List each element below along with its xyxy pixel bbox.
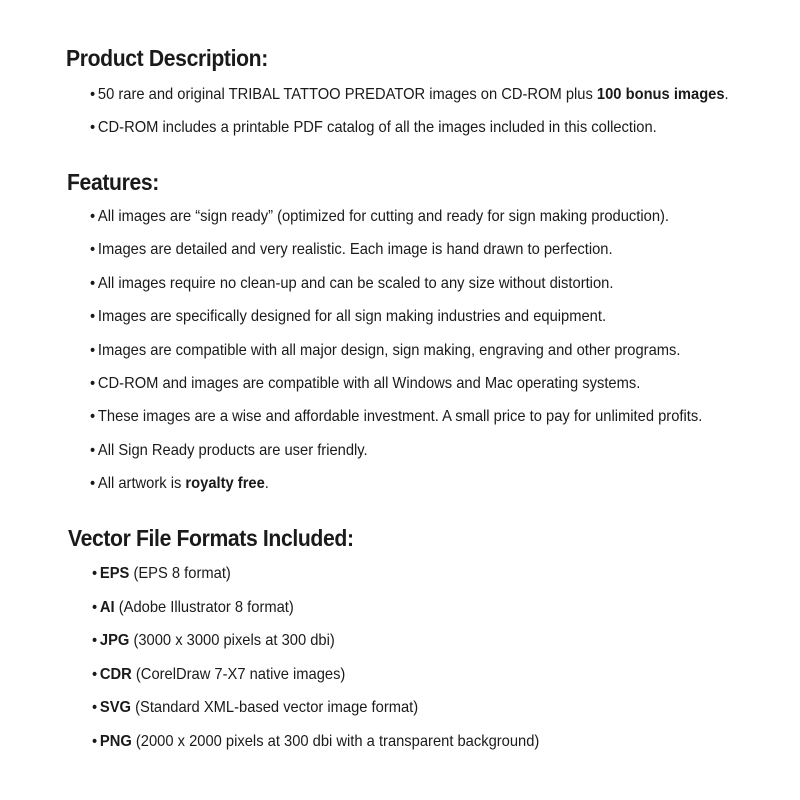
item-text: . xyxy=(724,86,729,103)
bullet-icon: • xyxy=(90,408,96,426)
item-text: All images require no clean-up and can be scaled to any size without distortion. xyxy=(97,274,614,292)
bullet-icon: • xyxy=(90,308,96,326)
bullet-icon: • xyxy=(92,665,98,683)
bullet-icon: • xyxy=(90,441,96,459)
list-item xyxy=(90,111,729,144)
bullet-icon: • xyxy=(90,274,96,292)
item-bold-text: EPS xyxy=(99,565,130,582)
list-item xyxy=(90,233,702,266)
item-bold-text: PNG xyxy=(99,732,132,750)
item-text: These images are a wise and affordable investment. A small price to pay for unlimited profits. xyxy=(97,408,703,426)
list-item xyxy=(90,334,702,367)
list-item xyxy=(90,367,702,400)
item-bold-text: 100 bonus images xyxy=(596,86,725,103)
list-item xyxy=(90,434,702,467)
item-text: (Adobe Illustrator 8 format) xyxy=(114,598,294,616)
item-text: (2000 x 2000 pixels at 300 dbi with a transparent background) xyxy=(131,732,540,750)
item-text: All images are “sign ready” (optimized for cutting and ready for sign making production). xyxy=(97,208,669,225)
list-item xyxy=(90,300,702,333)
item-text: Images are specifically designed for all sign making industries and equipment. xyxy=(97,308,607,326)
bullet-icon: • xyxy=(90,341,96,359)
item-text: (3000 x 3000 pixels at 300 dbi) xyxy=(129,632,335,650)
bullet-icon: • xyxy=(90,119,96,137)
list-item xyxy=(90,467,702,500)
bullet-icon: • xyxy=(92,565,98,582)
list-item xyxy=(92,725,539,759)
list-item xyxy=(90,78,729,111)
list-item xyxy=(92,658,539,692)
item-text: CD-ROM includes a printable PDF catalog of all the images included in this collection. xyxy=(97,119,657,137)
item-bold-text: CDR xyxy=(99,665,132,683)
item-text: CD-ROM and images are compatible with all Windows and Mac operating systems. xyxy=(97,375,641,393)
item-text: All artwork is xyxy=(97,475,186,493)
bullet-icon: • xyxy=(90,375,96,393)
vector-formats-list xyxy=(92,557,578,759)
product-description-heading: Product Description: xyxy=(66,45,268,71)
list-item xyxy=(92,557,539,591)
bullet-icon: • xyxy=(90,86,96,103)
item-text: (CorelDraw 7-X7 native images) xyxy=(131,665,346,683)
features-heading: Features: xyxy=(67,169,159,195)
item-text: Images are compatible with all major design, sign making, engraving and other programs. xyxy=(97,341,681,359)
item-text: All Sign Ready products are user friendly. xyxy=(97,441,368,459)
item-text: Images are detailed and very realistic. Each image is hand drawn to perfection. xyxy=(97,241,613,259)
list-item xyxy=(92,691,539,725)
bullet-icon: • xyxy=(90,475,96,493)
bullet-icon: • xyxy=(92,632,98,650)
product-description-list xyxy=(90,78,784,145)
item-text: (EPS 8 format) xyxy=(129,565,231,582)
vector-formats-heading: Vector File Formats Included: xyxy=(68,525,354,551)
list-item xyxy=(92,591,539,625)
features-list xyxy=(90,200,756,501)
list-item xyxy=(90,400,702,433)
list-item xyxy=(90,267,702,300)
item-text: . xyxy=(264,475,269,493)
item-bold-text: AI xyxy=(99,598,115,616)
item-text: (Standard XML-based vector image format) xyxy=(131,699,419,717)
bullet-icon: • xyxy=(92,732,98,750)
item-bold-text: JPG xyxy=(99,632,130,650)
bullet-icon: • xyxy=(92,598,98,616)
list-item xyxy=(90,200,702,233)
item-bold-text: royalty free xyxy=(185,475,265,493)
bullet-icon: • xyxy=(92,699,98,717)
item-text: 50 rare and original TRIBAL TATTOO PREDATOR images on CD-ROM plus xyxy=(97,86,597,103)
list-item xyxy=(92,624,539,658)
bullet-icon: • xyxy=(90,241,96,259)
item-bold-text: SVG xyxy=(99,699,132,717)
bullet-icon: • xyxy=(90,208,96,225)
